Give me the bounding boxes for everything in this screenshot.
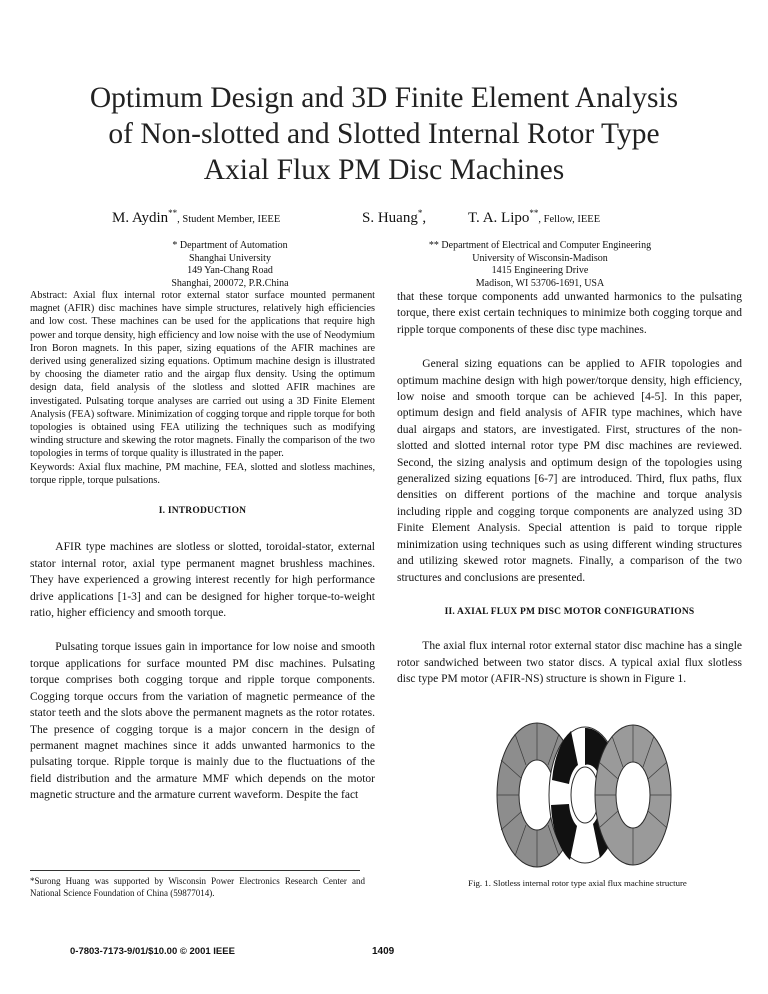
title-line-3: Axial Flux PM Disc Machines [203,154,565,186]
section-heading-introduction: I. INTRODUCTION [158,506,247,517]
author-list [90,210,690,230]
affiliation-shanghai: * Department of Automation Shanghai University 149 Yan-Chang Road Shanghai, 200072, P.R.China [171,240,289,289]
right-column [397,289,742,688]
abstract: Abstract: Axial flux internal rotor external stator surface mounted permanent magnet (AFIR) disc machines have simple structures, relatively high efficiencies and low cost. These machines can be used for the applications that require high power and torque density, high efficiency and low noise with the use of Neodymium Iron Boron magnets. In this paper, sizing equations of the AFIR machines are derived using generalized sizing equations. Optimum machine design is illustrated by choosing the diameter ratio and the airgap flux density. Using the optimum design data, field analysis of the slotless and slotted AFIR machines are investigated. Pulsating torque analyses are carried out using a 3D Finite Element Analysis (FEA) software. Minimization of cogging torque and ripple torque for both topologies is obtained using FEA utilizing the techniques such as modifying winding structure and skewing the rotor magnets. Finally the comparison of the two topologies in terms of torque quality is illustrated in the paper. [30,290,375,460]
left-column [30,289,375,804]
section-heading-configurations: II. AXIAL FLUX PM DISC MOTOR CONFIGURATIONS [444,606,695,617]
stator-disc-right [595,725,671,865]
title-line-1: Optimum Design and 3D Finite Element Analysis [89,82,679,114]
author-lipo: T. A. Lipo**, Fellow, IEEE [468,208,601,226]
copyright-code: 0-7803-7173-9/01/$10.00 © 2001 IEEE [70,946,235,957]
author-aydin: M. Aydin**, Student Member, IEEE [112,208,281,226]
keywords: Keywords: Axial flux machine, PM machine, FEA, slotted and slotless machines, torque ripple, torque pulsations. [30,461,375,486]
footnote-divider [30,870,360,871]
intro-paragraph-2: Pulsating torque issues gain in importance for low noise and smooth torque applications for surface mounted PM disc machines. Pulsating torque comprises both cogging torque and ripple torque components. Cogging torque occurs from the variation of magnetic permeance of the stator teeth and the slots above the permanent magnets as the rotor rotates. The presence of cogging torque is a major concern in the design of permanent magnet machines since it adds unwanted harmonics to the pulsating torque. Ripple torque is mainly due to the fluctuations of the field distribution and the armature MMF which depends on the motor magnetic structure and the armature current waveform. Despite the fact [30,641,375,802]
section2-paragraph-1: The axial flux internal rotor external stator disc machine has a single rotor sandwiched between two stator discs. A typical axial flux slotless disc type PM motor (AFIR-NS) structure is shown in Figure 1. [397,640,742,686]
page-number: 1409 [372,946,395,957]
author-huang: S. Huang*, [362,208,427,226]
affiliation-wisconsin: ** Department of Electrical and Computer Engineering University of Wisconsin-Madison 1415 Engineering Drive Madison, WI 53706-1691, USA [428,240,652,289]
paper-title [40,80,728,188]
figure-1-caption: Fig. 1. Slotless internal rotor type axial flux machine structure [468,878,687,888]
right-paragraph-2: General sizing equations can be applied to AFIR topologies and optimum machine design with high power/torque density, high efficiency, low noise and smooth torque can be achieved [4-5]. In this paper, optimum design and field analysis of AFIR type machines, which have dual airgaps and stators, are investigated. First, structures of the non-slotted and slotted internal rotor type PM disc machines are reviewed. Second, the sizing analysis and optimum design of the topologies using generalized sizing equations [6-7] are introduced. Third, flux paths, flux densities on different portions of the machine and torque analysis including ripple and cogging torque components are analyzed using 3D Finite Element Analysis. Special attention is paid to torque ripple minimization using techniques such as using different winding structures and utilizing skewed rotor magnets. Finally, a comparison of the two structures and conclusions are presented. [397,358,742,584]
intro-paragraph-1: AFIR type machines are slotless or slotted, toroidal-stator, external stator internal rotor, axial type permanent magnet brushless machines. They have experienced a growing interest recently for high performance drive applications [1-3] and can be designed for higher torque-to-weight ratio, higher efficiency and smooth torque. [30,541,375,620]
footnote: *Surong Huang was supported by Wisconsin Power Electronics Research Center and National Science Foundation of China (59877014). [30,876,365,898]
right-paragraph-1: that these torque components add unwanted harmonics to the pulsating torque, there exist certain techniques to minimize both cogging torque and ripple torque components of these disc type machines. [397,291,742,336]
figure-1-machine-structure [475,720,675,870]
title-line-2: of Non-slotted and Slotted Internal Rotor Type [108,118,660,150]
